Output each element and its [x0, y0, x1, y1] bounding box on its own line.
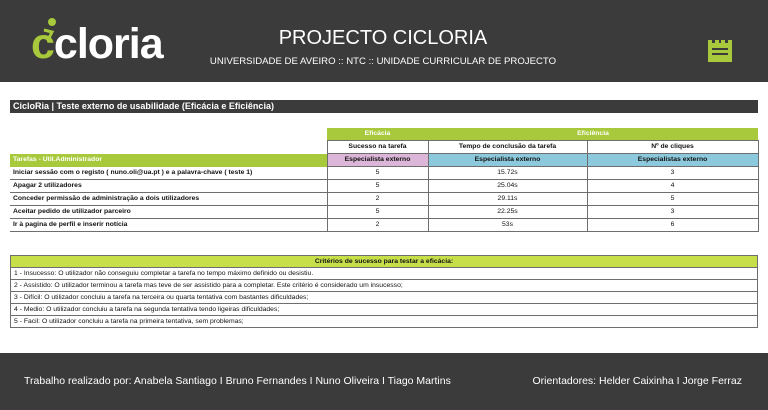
table-row — [10, 193, 758, 206]
time-column-header: Tempo de conclusão da tarefa — [428, 141, 587, 154]
task-name: Apagar 2 utilizadores — [10, 180, 327, 193]
task-success: 2 — [327, 193, 428, 206]
profile-success: Especialista externo — [327, 154, 428, 167]
task-success: 5 — [327, 206, 428, 219]
task-time: 53s — [428, 219, 587, 232]
castle-icon — [706, 36, 734, 64]
task-time: 29.11s — [428, 193, 587, 206]
header-banner — [0, 0, 768, 82]
task-time: 25.04s — [428, 180, 587, 193]
task-success: 5 — [327, 180, 428, 193]
criteria-item: 4 - Medio: O utilizador concluiu a tarefa na segunda tentativa tendo ligeiras dificuldades; — [11, 304, 758, 316]
page-title: PROJECTO CICLORIA — [278, 27, 488, 49]
profile-time: Especialista externo — [428, 154, 587, 167]
page-subtitle: UNIVERSIDADE DE AVEIRO :: NTC :: UNIDADE CURRICULAR DE PROJECTO — [209, 56, 557, 67]
task-time: 15.72s — [428, 167, 587, 180]
criteria-item: 2 - Assistido: O utilizador terminou a tarefa mas teve de ser assistido para a completar. Este critério é considerado um insucesso; — [11, 280, 758, 292]
task-name: Ir à pagina de perfil e inserir notícia — [10, 219, 327, 232]
clicks-column-header: Nº de cliques — [587, 141, 758, 154]
logo-wordmark: ccloria — [31, 20, 163, 68]
criteria-table — [10, 255, 758, 328]
task-name: Iniciar sessão com o registo ( nuno.oli@ua.pt ) e a palavra-chave ( teste 1) — [10, 167, 327, 180]
efficacy-header: Eficácia — [327, 128, 428, 141]
advisors-text: Orientadores: Helder Caixinha I Jorge Ferraz — [532, 375, 742, 387]
profile-clicks: Especialistas externo — [587, 154, 758, 167]
task-success: 5 — [327, 167, 428, 180]
table-row — [10, 167, 758, 180]
footer-banner — [0, 353, 768, 410]
criteria-item: 5 - Facil: O utilizador concluiu a tarefa na primeira tentativa, sem problemas; — [11, 316, 758, 328]
task-name: Aceitar pedido de utilizador parceiro — [10, 206, 327, 219]
success-column-header: Sucesso na tarefa — [327, 141, 428, 154]
criteria-item: 1 - Insucesso: O utilizador não conseguiu completar a tarefa no tempo máximo definido ou desistiu. — [11, 268, 758, 280]
task-clicks: 3 — [587, 167, 758, 180]
table-row — [10, 206, 758, 219]
table-row — [10, 219, 758, 232]
task-name: Conceder permissão de administração a dois utilizadores — [10, 193, 327, 206]
task-clicks: 5 — [587, 193, 758, 206]
section-title: CicloRia | Teste externo de usabilidade (Eficácia e Eficiência) — [10, 100, 758, 113]
usability-table — [10, 128, 759, 232]
task-clicks: 4 — [587, 180, 758, 193]
criteria-title: Critérios de sucesso para testar a eficácia: — [11, 256, 758, 268]
efficiency-header: Eficiência — [428, 128, 758, 141]
credits-text: Trabalho realizado por: Anabela Santiago I Bruno Fernandes I Nuno Oliveira I Tiago Martins — [24, 375, 451, 387]
task-success: 2 — [327, 219, 428, 232]
task-time: 22.25s — [428, 206, 587, 219]
task-clicks: 6 — [587, 219, 758, 232]
table-row — [10, 180, 758, 193]
criteria-item: 3 - Difícil: O utilizador concluiu a tarefa na terceira ou quarta tentativa com bastantes dificuldades; — [11, 292, 758, 304]
task-clicks: 3 — [587, 206, 758, 219]
tasks-header: Tarefas - Util.Administrador — [10, 154, 327, 167]
